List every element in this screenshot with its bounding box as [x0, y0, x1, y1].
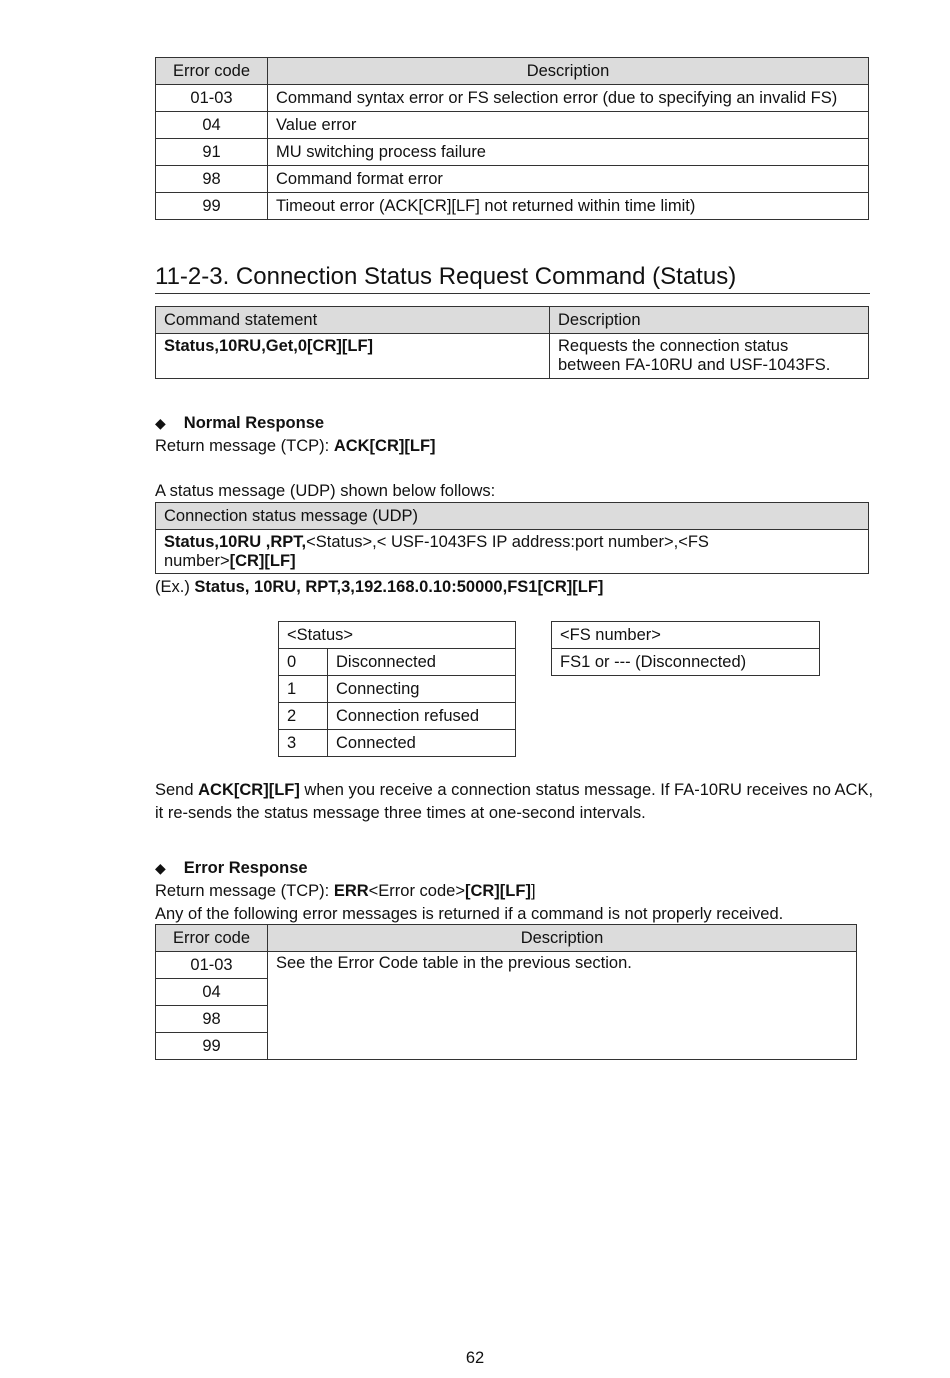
table-row [156, 193, 869, 220]
error-code-cell: 04 [156, 112, 268, 139]
table-row [279, 703, 516, 730]
table-header-row [156, 503, 869, 530]
description-cell: MU switching process failure [268, 139, 869, 166]
normal-return-message [155, 437, 436, 456]
table-row [156, 166, 869, 193]
description-cell: Command format error [268, 166, 869, 193]
header-description: Description [550, 307, 869, 334]
header-error-code: Error code [156, 58, 268, 85]
status-code-cell: 2 [279, 703, 328, 730]
message-prefix: Status,10RU ,RPT, [164, 533, 307, 551]
section-title: 11-2-3. Connection Status Request Command (Status) [155, 263, 870, 294]
error-code-cell: 04 [156, 979, 268, 1006]
table-row [279, 649, 516, 676]
table-header-row [552, 622, 820, 649]
description-cell: Value error [268, 112, 869, 139]
table-row [156, 530, 869, 574]
table-row [279, 676, 516, 703]
description-line: Requests the connection status [558, 337, 789, 355]
header-description: Description [268, 58, 869, 85]
paragraph-text: Send [155, 781, 199, 799]
heading-text: Normal Response [183, 414, 325, 432]
status-table [278, 621, 516, 757]
err-tail: ] [530, 882, 536, 900]
table-row [279, 730, 516, 757]
status-label-cell: Connecting [328, 676, 516, 703]
message-fields-cont: number> [164, 552, 230, 570]
description-cell: Timeout error (ACK[CR][LF] not returned within time limit) [268, 193, 869, 220]
return-label: Return message (TCP): [155, 437, 334, 455]
paragraph-text: when you receive a connection status message. If FA-10RU receives no ACK, it re-sends the status message three times at one-second intervals. [155, 781, 874, 822]
example-label: (Ex.) [155, 578, 195, 596]
table-row [156, 85, 869, 112]
page-number: 62 [465, 1349, 485, 1367]
table-header-row [156, 58, 869, 85]
header-description: Description [268, 925, 857, 952]
table-header-row [156, 925, 857, 952]
udp-message-table [155, 502, 869, 574]
header-udp-message: Connection status message (UDP) [156, 503, 869, 530]
header-status: <Status> [279, 622, 516, 649]
diamond-bullet-icon: ◆ [155, 860, 166, 876]
udp-intro-text: A status message (UDP) shown below follows: [155, 482, 496, 500]
example-value: Status, 10RU, RPT,3,192.168.0.10:50000,FS1[CR][LF] [194, 578, 604, 596]
header-fs-number: <FS number> [552, 622, 820, 649]
table-row [156, 139, 869, 166]
error-code-cell: 91 [156, 139, 268, 166]
error-code-table-2 [155, 924, 857, 1060]
return-value: ACK[CR][LF] [333, 437, 436, 455]
description-cell [550, 334, 869, 379]
paragraph-bold: ACK[CR][LF] [198, 781, 300, 799]
fs-number-cell: FS1 or --- (Disconnected) [552, 649, 820, 676]
error-return-message [155, 882, 536, 901]
status-code-cell: 1 [279, 676, 328, 703]
error-code-cell: 99 [156, 1033, 268, 1060]
err-suffix: [CR][LF] [464, 882, 531, 900]
error-code-table [155, 57, 869, 220]
status-label-cell: Disconnected [328, 649, 516, 676]
description-cell: Command syntax error or FS selection error (due to specifying an invalid FS) [268, 85, 869, 112]
error-code-cell: 98 [156, 1006, 268, 1033]
error-code-cell: 99 [156, 193, 268, 220]
error-code-cell: 98 [156, 166, 268, 193]
error-code-cell: 01-03 [156, 952, 268, 979]
header-command-statement: Command statement [156, 307, 550, 334]
table-row [156, 112, 869, 139]
error-code-cell: 01-03 [156, 85, 268, 112]
message-suffix: [CR][LF] [229, 552, 296, 570]
ack-paragraph [155, 779, 875, 825]
table-header-row [156, 307, 869, 334]
message-fields: <Status>,< USF-1043FS IP address:port number>,<FS [306, 533, 709, 551]
table-row [156, 952, 857, 979]
err-code-placeholder: <Error code> [368, 882, 465, 900]
command-table [155, 306, 869, 379]
table-header-row [279, 622, 516, 649]
description-line: between FA-10RU and USF-1043FS. [558, 356, 831, 374]
udp-message-cell [156, 530, 869, 574]
normal-response-heading [155, 414, 324, 433]
heading-text: Error Response [183, 859, 308, 877]
command-statement-cell: Status,10RU,Get,0[CR][LF] [156, 334, 550, 379]
error-response-heading [155, 859, 308, 878]
diamond-bullet-icon: ◆ [155, 415, 166, 431]
table-row [552, 649, 820, 676]
header-error-code: Error code [156, 925, 268, 952]
status-code-cell: 0 [279, 649, 328, 676]
table-row [156, 334, 869, 379]
fs-number-table [551, 621, 820, 676]
err-prefix: ERR [333, 882, 369, 900]
description-cell: See the Error Code table in the previous section. [268, 952, 857, 1060]
return-label: Return message (TCP): [155, 882, 334, 900]
status-code-cell: 3 [279, 730, 328, 757]
status-label-cell: Connected [328, 730, 516, 757]
example-line [155, 578, 603, 597]
status-label-cell: Connection refused [328, 703, 516, 730]
error-note: Any of the following error messages is returned if a command is not properly received. [155, 905, 784, 923]
